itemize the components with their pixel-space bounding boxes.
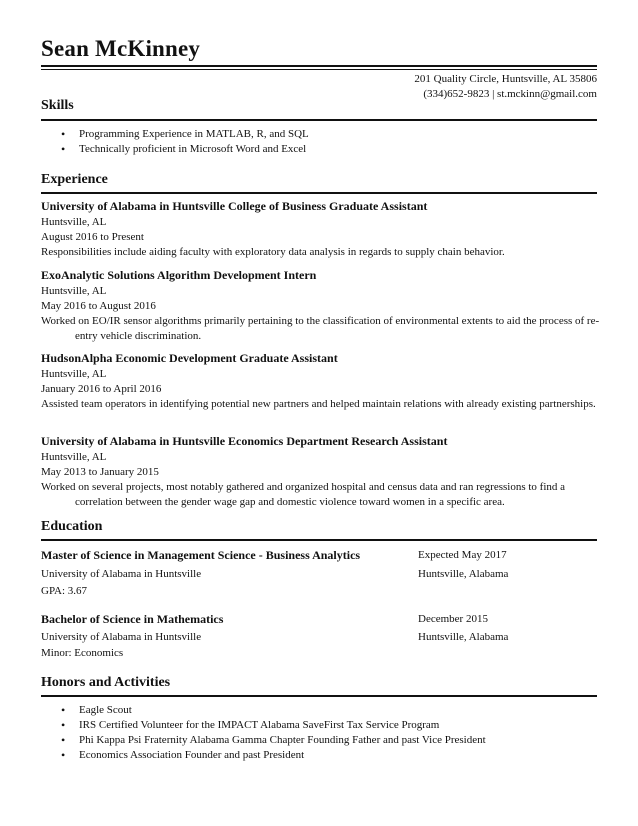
header-divider — [41, 65, 597, 70]
degree-date: December 2015 — [418, 613, 488, 625]
school-location: Huntsville, Alabama — [418, 631, 509, 643]
school-name: University of Alabama in Huntsville — [41, 568, 202, 580]
degree-date: Expected May 2017 — [418, 549, 507, 561]
honor-item: • IRS Certified Volunteer for the IMPACT Alabama SaveFirst Tax Service Program — [41, 718, 486, 733]
job-location: Huntsville, AL — [41, 216, 107, 228]
honors-divider — [41, 695, 597, 697]
job-location: Huntsville, AL — [41, 451, 107, 463]
degree-extra: Minor: Economics — [41, 647, 124, 659]
experience-heading: Experience — [41, 172, 108, 187]
job-description: Assisted team operators in identifying potential new partners and helped maintain relations with already existing partnerships. — [41, 398, 596, 410]
job-dates: August 2016 to Present — [41, 231, 144, 243]
job-entry — [41, 199, 601, 260]
honors-list — [41, 703, 486, 763]
school-location: Huntsville, Alabama — [418, 568, 509, 580]
address: 201 Quality Circle, Huntsville, AL 35806 — [414, 73, 597, 85]
degree-title: Bachelor of Science in Mathematics — [41, 612, 224, 626]
degree-row — [41, 548, 601, 564]
skill-item: • Programming Experience in MATLAB, R, and SQL — [41, 127, 309, 142]
job-title: ExoAnalytic Solutions Algorithm Development Intern — [41, 268, 317, 282]
job-location: Huntsville, AL — [41, 368, 107, 380]
resume-name: Sean McKinney — [41, 36, 201, 61]
job-entry — [41, 268, 601, 344]
job-description: Worked on EO/IR sensor algorithms primarily pertaining to the classification of environmental extents to aid the process of re-entry vehicle discrimination. — [41, 315, 600, 342]
job-dates: May 2013 to January 2015 — [41, 466, 159, 478]
job-dates: January 2016 to April 2016 — [41, 383, 162, 395]
job-dates: May 2016 to August 2016 — [41, 300, 156, 312]
job-entry — [41, 351, 601, 412]
job-description: Responsibilities include aiding faculty with exploratory data analysis in regards to supply chain behavior. — [41, 246, 505, 258]
education-heading: Education — [41, 519, 103, 534]
skills-divider — [41, 119, 597, 121]
honors-heading: Honors and Activities — [41, 675, 171, 690]
school-row — [41, 567, 601, 582]
degree-title: Master of Science in Management Science - Business Analytics — [41, 548, 361, 562]
job-title: University of Alabama in Huntsville Economics Department Research Assistant — [41, 434, 448, 448]
skills-list — [41, 127, 309, 157]
skill-item: • Technically proficient in Microsoft Word and Excel — [41, 142, 309, 157]
experience-divider — [41, 192, 597, 194]
phone-email: (334)652-9823 | st.mckinn@gmail.com — [423, 87, 597, 100]
honor-item: • Economics Association Founder and past President — [41, 748, 486, 763]
degree-extra: GPA: 3.67 — [41, 585, 88, 597]
contact-block — [414, 72, 597, 101]
skills-heading: Skills — [41, 98, 74, 113]
school-row — [41, 630, 601, 645]
degree-row — [41, 612, 601, 628]
school-name: University of Alabama in Huntsville — [41, 631, 202, 643]
honor-item: • Eagle Scout — [41, 703, 486, 718]
education-divider — [41, 539, 597, 541]
job-title: University of Alabama in Huntsville College of Business Graduate Assistant — [41, 199, 428, 213]
honor-item: • Phi Kappa Psi Fraternity Alabama Gamma Chapter Founding Father and past Vice President — [41, 733, 486, 748]
job-title: HudsonAlpha Economic Development Graduate Assistant — [41, 351, 338, 365]
job-entry — [41, 434, 601, 510]
job-location: Huntsville, AL — [41, 285, 107, 297]
job-description: Worked on several projects, most notably gathered and organized hospital and census data and ran regressions to find a correlation between the gender wage gap and domestic violence toward women in a specific area. — [41, 481, 566, 508]
